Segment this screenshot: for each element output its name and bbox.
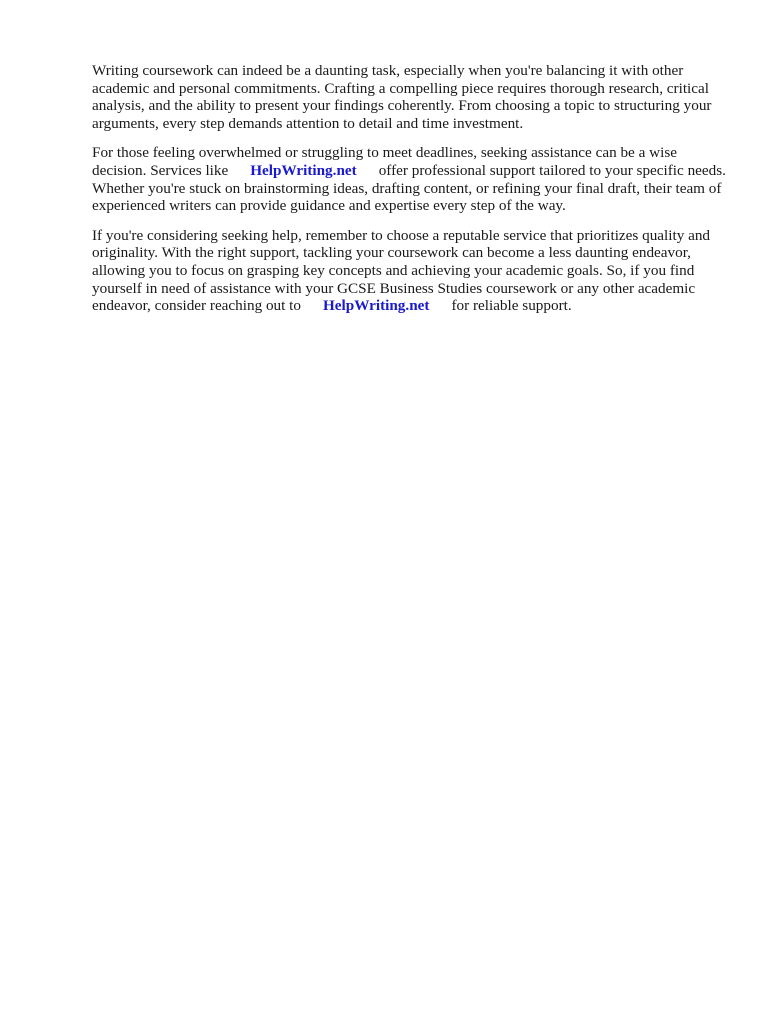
document-body <box>92 62 732 327</box>
paragraph-intro: Writing coursework can indeed be a daunting task, especially when you're balancing it with other academic and personal commitments. Crafting a compelling piece requires thorough research, critical analysis, and the ability to present your findings coherently. From choosing a topic to structuring your arguments, every step demands attention to detail and time investment. <box>92 62 712 132</box>
paragraph-services-after: offer professional support tailored to your specific needs. Whether you're stuck on brainstorming ideas, drafting content, or refining your final draft, their team of experienced writers can provide guidance and expertise every step of the way. <box>92 161 726 215</box>
paragraph-conclusion-after: for reliable support. <box>451 297 572 315</box>
helpwriting-link-2[interactable]: HelpWriting.net <box>322 297 430 315</box>
helpwriting-link[interactable]: HelpWriting.net <box>250 161 357 179</box>
paragraph-services-before: For those feeling overwhelmed or struggling to meet deadlines, seeking assistance can be a wise decision. Services like <box>92 144 677 179</box>
paragraph-conclusion <box>92 227 732 315</box>
paragraph-services <box>92 144 732 214</box>
paragraph-conclusion-before: If you're considering seeking help, remember to choose a reputable service that prioritizes quality and originality. With the right support, tackling your coursework can become a less daunting endeavor, allowing you to focus on grasping key concepts and achieving your academic goals. So, if you find yourself in need of assistance with your GCSE Business Studies coursework or any other academic endeavor, consider reaching out to <box>92 226 711 315</box>
